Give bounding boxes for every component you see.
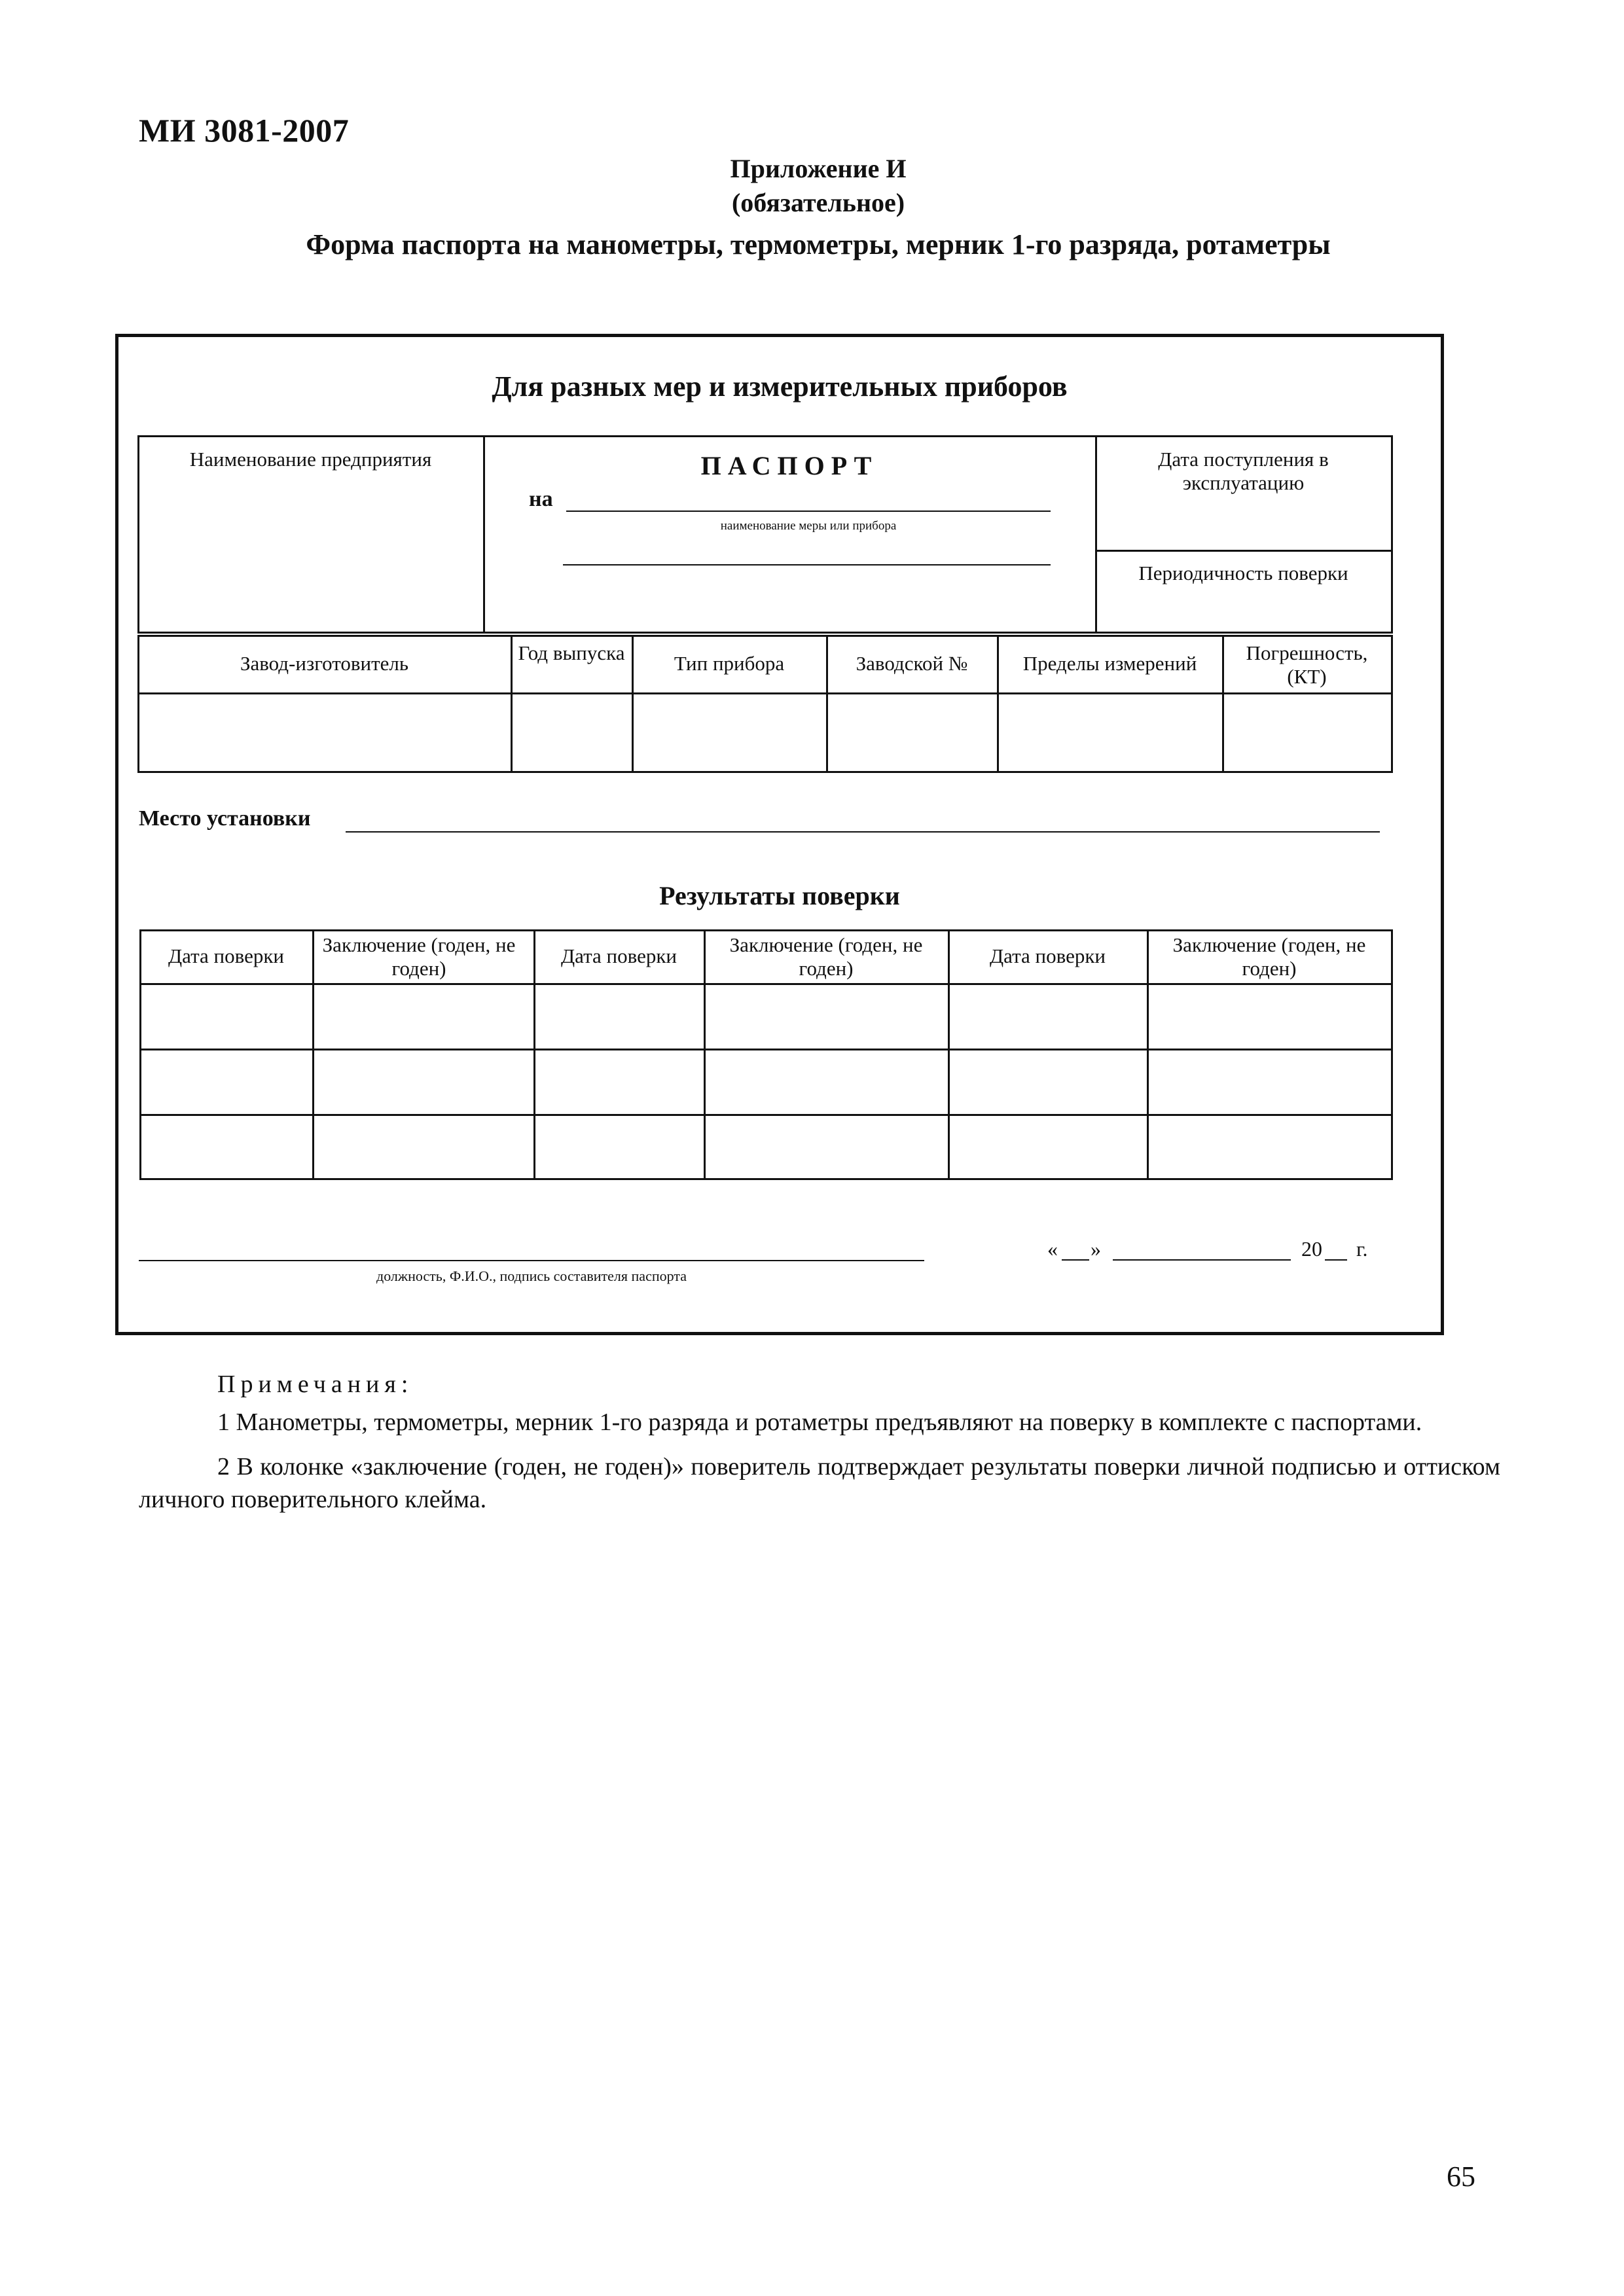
top-block-right-border bbox=[1391, 435, 1393, 634]
results-col-line-6 bbox=[1391, 929, 1393, 1180]
document-code: МИ 3081-2007 bbox=[139, 112, 350, 149]
results-col-line-5 bbox=[1147, 929, 1149, 1180]
commission-date-label: Дата поступления в эксплуатацию bbox=[1158, 448, 1329, 494]
results-header-date-2: Дата поверки bbox=[561, 944, 677, 967]
year-suffix: г. bbox=[1356, 1237, 1368, 1261]
signature-line[interactable] bbox=[139, 1260, 924, 1261]
note-2: 2 В колонке «заключение (годен, не годен)» поверитель подтверждает результаты поверки личной подписью и оттиском личного поверительного клейма. bbox=[139, 1453, 1500, 1513]
verification-interval-label: Периодичность поверки bbox=[1138, 562, 1348, 584]
specs-top-border bbox=[137, 635, 1393, 637]
results-row-2-border bbox=[139, 1114, 1393, 1116]
results-header-date-1: Дата поверки bbox=[168, 944, 284, 967]
results-header-date-3: Дата поверки bbox=[990, 944, 1106, 967]
specs-header-range: Пределы измерений bbox=[1022, 652, 1197, 675]
appendix-title: Приложение И bbox=[730, 154, 907, 183]
item-name-line-2[interactable] bbox=[563, 564, 1051, 565]
notes-section bbox=[139, 1368, 1500, 1528]
signature-caption: должность, Ф.И.О., подпись составителя паспорта bbox=[376, 1268, 687, 1284]
install-place-label: Место установки bbox=[139, 806, 311, 831]
specs-header-year: Год выпуска bbox=[518, 641, 625, 664]
note-1: 1 Манометры, термометры, мерник 1-го разряда и ротаметры предъявляют на поверку в комплекте с паспортами. bbox=[217, 1408, 1422, 1436]
year-prefix: 20 bbox=[1301, 1237, 1322, 1261]
results-header-border bbox=[139, 983, 1393, 985]
specs-col-line-6 bbox=[1391, 635, 1393, 773]
top-block-top-border bbox=[137, 435, 1393, 437]
install-place-line[interactable] bbox=[346, 831, 1380, 833]
date-open-quote: « bbox=[1047, 1237, 1058, 1261]
results-row-1-border bbox=[139, 1049, 1393, 1050]
results-header-conclusion-3: Заключение (годен, не годен) bbox=[1172, 933, 1366, 980]
na-label: на bbox=[529, 487, 553, 511]
results-header-conclusion-1: Заключение (годен, не годен) bbox=[322, 933, 516, 980]
appendix-header bbox=[196, 152, 1440, 264]
day-line[interactable] bbox=[1062, 1259, 1089, 1261]
specs-header-manufacturer: Завод-изготовитель bbox=[240, 652, 409, 675]
item-name-line-1[interactable] bbox=[566, 511, 1051, 512]
results-top-border bbox=[139, 929, 1393, 931]
specs-header-type: Тип прибора bbox=[674, 652, 785, 675]
results-bottom-border bbox=[139, 1178, 1393, 1180]
results-heading: Результаты поверки bbox=[659, 881, 900, 910]
passport-word: ПАСПОРТ bbox=[700, 451, 878, 480]
month-line[interactable] bbox=[1113, 1259, 1291, 1261]
results-col-line-3 bbox=[704, 929, 706, 1180]
results-header-conclusion-2: Заключение (годен, не годен) bbox=[729, 933, 923, 980]
specs-header-border bbox=[137, 692, 1393, 694]
page-number: 65 bbox=[1447, 2161, 1475, 2193]
specs-header-serial: Заводской № bbox=[856, 652, 968, 675]
specs-header-accuracy: Погрешность, (КТ) bbox=[1246, 641, 1368, 688]
specs-bottom-border bbox=[137, 771, 1393, 773]
appendix-status: (обязательное) bbox=[731, 188, 905, 217]
form-heading: Для разных мер и измерительных приборов bbox=[492, 370, 1068, 403]
top-block-bottom-border bbox=[137, 632, 1393, 634]
year-line[interactable] bbox=[1325, 1259, 1347, 1261]
item-name-caption: наименование меры или прибора bbox=[720, 519, 897, 533]
top-block-right-split bbox=[1095, 550, 1392, 552]
notes-title: Примечания: bbox=[217, 1371, 414, 1398]
enterprise-name-label: Наименование предприятия bbox=[189, 448, 432, 471]
form-title: Форма паспорта на манометры, термометры, мерник 1-го разряда, ротаметры bbox=[306, 228, 1331, 260]
date-close-quote: » bbox=[1091, 1237, 1101, 1261]
